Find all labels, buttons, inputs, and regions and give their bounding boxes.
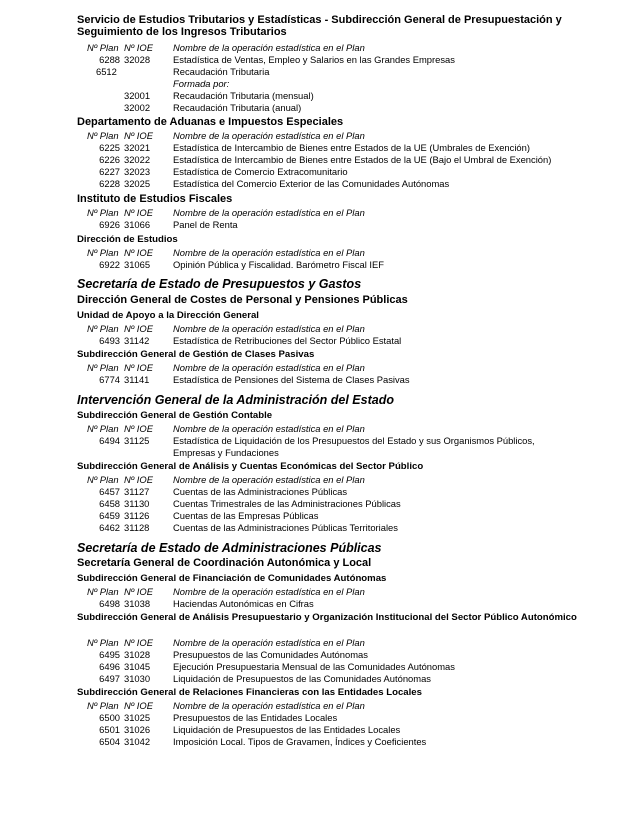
col-name-label: Nombre de la operación estadística en el Plan [173,323,365,334]
table-row [0,102,642,114]
col-name-label: Nombre de la operación estadística en el Plan [173,700,365,711]
col-name-label: Nombre de la operación estadística en el Plan [173,637,365,648]
col-name-label: Nombre de la operación estadística en el Plan [173,474,365,485]
ioe-number: 31030 [124,673,151,684]
table-row [0,335,642,347]
col-name-label: Nombre de la operación estadística en el Plan [173,586,365,597]
subunit-heading: Unidad de Apoyo a la Dirección General [77,310,259,321]
plan-number: 6922 [99,259,120,270]
col-plan-label: Nº Plan [87,130,119,141]
plan-number: 6512 [96,66,117,77]
operation-name: Cuentas Trimestrales de las Administraciones Públicas [173,498,401,509]
table-row [0,154,642,166]
operation-name: Presupuestos de las Entidades Locales [173,712,338,723]
col-ioe-label: Nº IOE [124,42,153,53]
ioe-number: 31066 [124,219,151,230]
directorate-heading: Secretaría General de Coordinación Autonómica y Local [77,557,372,569]
operation-name: Presupuestos de las Comunidades Autónomas [173,649,368,660]
column-header-row [0,130,642,142]
ioe-number: 31127 [124,486,150,497]
col-plan-label: Nº Plan [87,423,119,434]
operation-name: Liquidación de Presupuestos de las Comunidades Autónomas [173,673,431,684]
operation-name: Recaudación Tributaria (mensual) [173,90,314,101]
plan-number: 6496 [99,661,120,672]
col-ioe-label: Nº IOE [124,130,153,141]
column-header-row [0,362,642,374]
ioe-number: 32028 [124,54,151,65]
column-header-row [0,323,642,335]
ioe-number: 31045 [124,661,151,672]
table-row [0,510,642,522]
table-row [0,435,642,459]
operation-name: Cuentas de las Empresas Públicas [173,510,319,521]
col-plan-label: Nº Plan [87,247,119,258]
column-header-row [0,207,642,219]
col-plan-label: Nº Plan [87,474,119,485]
col-name-label: Nombre de la operación estadística en el Plan [173,42,365,53]
col-name-label: Nombre de la operación estadística en el Plan [173,247,365,258]
col-ioe-label: Nº IOE [124,586,153,597]
subunit-heading: Dirección de Estudios [77,234,178,245]
operation-name: Cuentas de las Administraciones Públicas [173,486,348,497]
plan-number: 6462 [99,522,120,533]
plan-number: 6504 [99,736,120,747]
ioe-number: 31142 [124,335,150,346]
plan-number: 6497 [99,673,120,684]
table-row [0,724,642,736]
table-row [0,259,642,271]
plan-number: 6494 [99,435,120,446]
subunit-heading: Subdirección General de Análisis Presupuestario y Organización Institucional del Sector Público Autonómico [77,612,577,623]
ioe-number: 31028 [124,649,151,660]
table-row [0,166,642,178]
col-ioe-label: Nº IOE [124,474,153,485]
table-row [0,522,642,534]
plan-number: 6225 [99,142,120,153]
plan-number: 6228 [99,178,120,189]
col-plan-label: Nº Plan [87,637,119,648]
col-plan-label: Nº Plan [87,323,119,334]
formada-label: Formada por: [173,78,230,89]
col-ioe-label: Nº IOE [124,247,153,258]
col-plan-label: Nº Plan [87,42,119,53]
table-row [0,649,642,661]
ioe-number: 31128 [124,522,150,533]
plan-number: 6288 [99,54,120,65]
ioe-number: 32021 [124,142,151,153]
operation-name: Estadística de Liquidación de los Presupuestos del Estado y sus Organismos Públicos, Empresas y Fundaciones [173,435,535,458]
secretaria-heading: Intervención General de la Administración del Estado [77,393,394,407]
operation-name: Cuentas de las Administraciones Públicas Territoriales [173,522,398,533]
table-row [0,673,642,685]
plan-number: 6500 [99,712,120,723]
plan-number: 6493 [99,335,120,346]
table-row [0,498,642,510]
ioe-number: 31042 [124,736,151,747]
table-row [0,90,642,102]
operation-name: Panel de Renta [173,219,238,230]
section-heading: Instituto de Estudios Fiscales [77,193,233,205]
plan-number: 6501 [99,724,120,735]
table-row [0,712,642,724]
col-name-label: Nombre de la operación estadística en el Plan [173,423,365,434]
col-ioe-label: Nº IOE [124,323,153,334]
ioe-number: 32002 [124,102,151,113]
column-header-row [0,247,642,259]
column-header-row [0,474,642,486]
operation-name: Liquidación de Presupuestos de las Entidades Locales [173,724,401,735]
plan-number: 6459 [99,510,120,521]
table-row [0,219,642,231]
operation-name: Estadística de Comercio Extracomunitario [173,166,348,177]
col-ioe-label: Nº IOE [124,637,153,648]
plan-number: 6926 [99,219,120,230]
secretaria-heading: Secretaría de Estado de Presupuestos y Gastos [77,277,362,291]
table-row [0,486,642,498]
plan-number: 6457 [99,486,120,497]
operation-name: Haciendas Autonómicas en Cifras [173,598,314,609]
subunit-heading: Subdirección General de Gestión Contable [77,410,273,421]
table-row [0,66,642,78]
col-ioe-label: Nº IOE [124,362,153,373]
ioe-number: 32025 [124,178,151,189]
plan-number: 6458 [99,498,120,509]
column-header-row [0,700,642,712]
col-name-label: Nombre de la operación estadística en el Plan [173,362,365,373]
plan-number: 6495 [99,649,120,660]
ioe-number: 31038 [124,598,151,609]
col-plan-label: Nº Plan [87,586,119,597]
operation-name: Estadística del Comercio Exterior de las Comunidades Autónomas [173,178,450,189]
column-header-row [0,42,642,54]
col-ioe-label: Nº IOE [124,700,153,711]
section-heading: Servicio de Estudios Tributarios y Estadísticas - Subdirección General de Presupuestación y Seguimiento de los Ingresos Tributarios [77,14,562,38]
subunit-heading: Subdirección General de Relaciones Financieras con las Entidades Locales [77,687,422,698]
col-ioe-label: Nº IOE [124,207,153,218]
plan-number: 6498 [99,598,120,609]
ioe-number: 31130 [124,498,150,509]
column-header-row [0,637,642,649]
plan-number: 6227 [99,166,120,177]
plan-number: 6226 [99,154,120,165]
formada-row [0,78,642,90]
plan-number: 6774 [99,374,120,385]
operation-name: Opinión Pública y Fiscalidad. Barómetro Fiscal IEF [173,259,385,270]
column-header-row [0,586,642,598]
table-row [0,178,642,190]
subunit-heading: Subdirección General de Gestión de Clases Pasivas [77,349,315,360]
ioe-number: 32023 [124,166,151,177]
col-name-label: Nombre de la operación estadística en el Plan [173,207,365,218]
operation-name: Estadística de Intercambio de Bienes entre Estados de la UE (Bajo el Umbral de Exención) [173,154,552,165]
table-row [0,142,642,154]
ioe-number: 32022 [124,154,151,165]
operation-name: Estadística de Pensiones del Sistema de Clases Pasivas [173,374,410,385]
subunit-heading: Subdirección General de Financiación de Comunidades Autónomas [77,573,387,584]
section-heading: Departamento de Aduanas e Impuestos Especiales [77,116,344,128]
operation-name: Imposición Local. Tipos de Gravamen, Índices y Coeficientes [173,736,427,747]
operation-name: Estadística de Ventas, Empleo y Salarios en las Grandes Empresas [173,54,455,65]
table-row [0,661,642,673]
ioe-number: 31065 [124,259,151,270]
operation-name: Ejecución Presupuestaria Mensual de las Comunidades Autónomas [173,661,455,672]
table-row [0,374,642,386]
col-plan-label: Nº Plan [87,362,119,373]
col-plan-label: Nº Plan [87,700,119,711]
operation-name: Recaudación Tributaria [173,66,270,77]
col-ioe-label: Nº IOE [124,423,153,434]
directorate-heading: Dirección General de Costes de Personal y Pensiones Públicas [77,294,408,306]
subunit-heading: Subdirección General de Análisis y Cuentas Económicas del Sector Público [77,461,424,472]
operation-name: Recaudación Tributaria (anual) [173,102,302,113]
ioe-number: 31026 [124,724,151,735]
table-row [0,54,642,66]
col-name-label: Nombre de la operación estadística en el Plan [173,130,365,141]
column-header-row [0,423,642,435]
ioe-number: 31141 [124,374,150,385]
col-plan-label: Nº Plan [87,207,119,218]
secretaria-heading: Secretaría de Estado de Administraciones Públicas [77,541,382,555]
table-row [0,736,642,748]
table-row [0,598,642,610]
operation-name: Estadística de Intercambio de Bienes entre Estados de la UE (Umbrales de Exención) [173,142,530,153]
ioe-number: 31025 [124,712,151,723]
ioe-number: 31125 [124,435,150,446]
ioe-number: 32001 [124,90,151,101]
ioe-number: 31126 [124,510,150,521]
operation-name: Estadística de Retribuciones del Sector Público Estatal [173,335,402,346]
